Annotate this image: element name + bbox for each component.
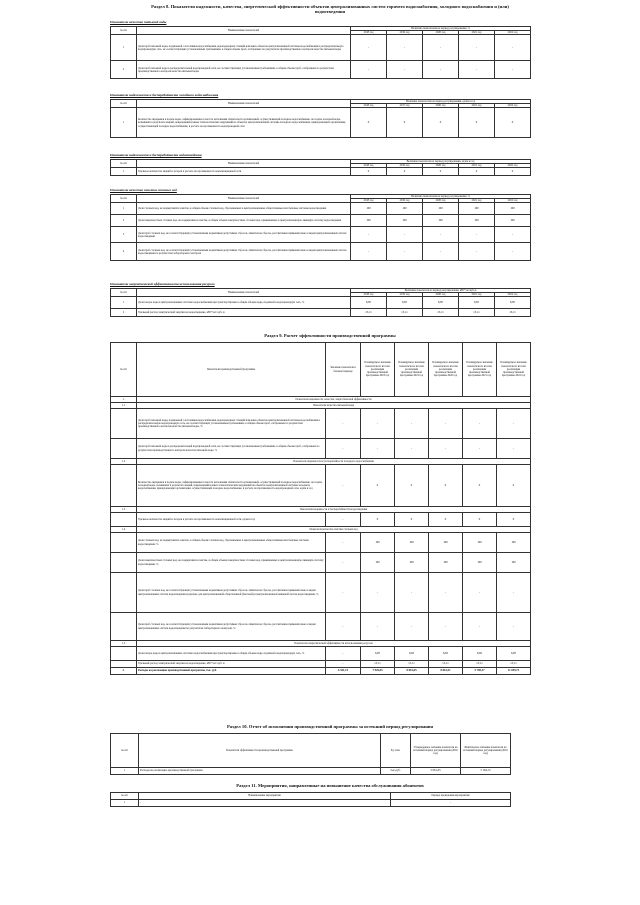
cell-value: - <box>459 35 495 61</box>
header-num: № п/п <box>111 343 137 397</box>
cell-value: 0 <box>387 168 423 176</box>
year-header: Планируемое значение показателя по итогам реализации производственной программы 2021 год <box>463 343 497 397</box>
cell-value: 0 <box>361 465 395 507</box>
year-header: 2018 год <box>351 104 387 108</box>
cell-value: 0 <box>423 108 459 138</box>
cell-value: - <box>423 61 459 79</box>
year-header: 2020 год <box>423 164 459 168</box>
cell-value: - <box>361 439 395 459</box>
cell-value: - <box>326 661 361 668</box>
row-num: 1 <box>111 108 137 138</box>
cell-value: 6,85 <box>459 297 495 309</box>
row-num: 1.3 <box>111 507 137 513</box>
row-text: Доля проб питьевой воды, подаваемой с источников водоснабжения, водопроводных станций или иных объектов централизованной системы водоснабжения в распределительную водопроводную сеть, не соответствующих установленным требованиям, в общем объеме проб, отобранных по результатам производственного контроля качества питьевой воды, % <box>137 409 326 439</box>
row-num <box>111 647 137 661</box>
cell-value: 100 <box>423 215 459 227</box>
cell-value: 13,11 <box>395 661 429 668</box>
cell-value: 100 <box>459 215 495 227</box>
cell-value: - <box>423 35 459 61</box>
year-header: Планируемое значение показателя по итогам реализации производственной программы 2022 год <box>497 343 531 397</box>
table-row <box>111 533 531 553</box>
cell-value: 0 <box>351 168 387 176</box>
table-row <box>111 108 531 138</box>
row-num <box>111 553 137 573</box>
row-text: Доля проб сточных вод, не соответствующих установленным нормативам допустимых сбросов, лимитам на сбросы, рассчитанная применительно к видам централизованных систем водоотведения по результатам лабораторного контроля, % <box>137 613 326 641</box>
cell-value: 100 <box>387 215 423 227</box>
year-header: 2019 год <box>387 31 423 35</box>
row-text: Доля проб питьевой воды, подаваемой с источников водоснабжения, водопроводных станций или иных объектов централизованной системы водоснабжения в распределительную водопроводную сеть, не соответствующих установленным требованиям, в общем объеме проб, отобранных по результатам производственного контроля качества питьевой воды <box>137 35 351 61</box>
header-values: Величина показателей на период регулирования, % <box>351 27 531 31</box>
cell-value: 6 341,15 <box>326 668 361 675</box>
cell-value: 13,11 <box>463 661 497 668</box>
cell-value: - <box>423 243 459 261</box>
s8-subtitle-water-quality: Показатели качества питьевой воды <box>110 20 167 24</box>
row-text: Доля поверхностных сточных вод, не подвергшихся очистке, в общем объеме поверхностных сточных вод, принимаемых в централизованную ливневую систему водоотведения, % <box>137 553 326 573</box>
header-base: Значение показателя в базовом периоде <box>326 343 361 397</box>
group-title: Показатели надежности, качества, энергетической эффективности <box>137 397 531 403</box>
cell-value: 13,11 <box>429 661 463 668</box>
cell-value: - <box>495 61 531 79</box>
cell-value: - <box>495 227 531 243</box>
row-text: Доля проб питьевой воды в распределительной водопроводной сети, не соответствующих установленным требованиям, в общем объеме проб, отобранных по результатам производственного контроля качества питьевой воды <box>137 61 351 79</box>
cell-value: - <box>361 613 395 641</box>
header-num: № п/п <box>111 160 137 168</box>
section-10-title: Раздел 10. Отчет об исполнении производственной программы за истекший период регулирования <box>226 724 434 729</box>
cell-value: 8 061,51 <box>429 668 463 675</box>
year-header: 2020 год <box>423 31 459 35</box>
cell-value: 100 <box>361 533 395 553</box>
header-name: Наименование показателей <box>137 27 351 35</box>
table-row <box>111 409 531 439</box>
year-header: Планируемое значение показателя по итогам реализации производственной программы 2020 год <box>429 343 463 397</box>
year-header: 2017 год <box>387 104 423 108</box>
cell-value: - <box>395 613 429 641</box>
cell-value: 6,85 <box>423 297 459 309</box>
year-header: 2018 год <box>351 199 387 203</box>
cell-value: - <box>429 439 463 459</box>
cell-value: - <box>497 573 531 613</box>
row-num: 4 <box>111 243 137 261</box>
group-title: Показатели энергетической эффективности использования ресурсов <box>137 641 531 647</box>
cell-value: - <box>326 573 361 613</box>
row-text: Доля потерь воды в централизованных системах водоснабжения при транспортировке в общем объеме воды, поданной в водопроводную сеть, % <box>137 297 351 309</box>
cell-value: - <box>463 439 497 459</box>
row-num <box>111 513 137 527</box>
header-num: № п/п <box>111 195 137 203</box>
cell-value: - <box>395 573 429 613</box>
row-text: Доля проб сточных вод, не соответствующих установленным нормативам допустимых сбросов, лимитам на сбросы, рассчитанная применительно к видам централизованных систем водоотведения раздельно для централизованной общесплавной (бытовой) и централизованной ливневой систем водоотведения, % <box>137 573 326 613</box>
cell-value: - <box>387 35 423 61</box>
cell-value: - <box>387 61 423 79</box>
cell-value: - <box>429 409 463 439</box>
cell-value: 0 <box>463 513 497 527</box>
row-num: 2 <box>111 61 137 79</box>
cell-value: - <box>326 513 361 527</box>
cell-value: 6,85 <box>495 297 531 309</box>
cell-value: 6,85 <box>395 647 429 661</box>
cell-value: - <box>361 409 395 439</box>
cell-value: 7 926,05 <box>361 668 395 675</box>
cell-value: - <box>459 227 495 243</box>
cell-value: 6,85 <box>463 647 497 661</box>
cell-value: 100 <box>423 203 459 215</box>
cell-value: - <box>351 243 387 261</box>
header-name: Наименование показателей <box>137 100 351 108</box>
cell-value: 0 <box>423 168 459 176</box>
cell-value: 13,11 <box>387 309 423 317</box>
table-row <box>111 573 531 613</box>
year-header: 2018 год <box>351 31 387 35</box>
header-name: Показатели эффективности производственной программы <box>139 734 381 768</box>
table-row <box>111 439 531 459</box>
row-num: 1.5 <box>111 641 137 647</box>
header-name: Наименование мероприятия <box>139 793 391 800</box>
row-num: 1.1 <box>111 403 137 409</box>
row-text: - <box>139 800 391 807</box>
header-unit: Ед. изм. <box>381 734 411 768</box>
row-text: Расходы на реализацию производственной программы, тыс. руб. <box>137 668 326 675</box>
row-num: 1 <box>111 768 139 775</box>
s8-subtitle-drainage-reliability: Показатели надежности и бесперебойности водоотведения <box>110 153 202 157</box>
cell-value: - <box>459 243 495 261</box>
s10-table-report <box>110 733 511 775</box>
row-num: 1 <box>111 203 137 215</box>
table-row <box>111 168 531 176</box>
year-header: 2018 год <box>351 164 387 168</box>
cell-plan: 5 061,65 <box>411 768 461 775</box>
cell-value: - <box>326 647 361 661</box>
year-header: 2019 год <box>387 293 423 297</box>
row-num: 1.4 <box>111 527 137 533</box>
group-title: Показатели качества очистки сточных вод <box>137 527 531 533</box>
row-num: 1 <box>111 35 137 61</box>
cell-value: 0 <box>387 108 423 138</box>
row-text: Доля сточных вод, не подвергшихся очистке, в общем объеме сточных вод, сбрасываемых в централизованные общесплавные или бытовые системы водоотведения, % <box>137 533 326 553</box>
row-text: Доля потерь воды в централизованных системах водоснабжения при транспортировке в общем объеме воды, поданной в водопроводную сеть, % <box>137 647 326 661</box>
cell-value: 0 <box>361 513 395 527</box>
header-name: Наименование показателей <box>137 289 351 297</box>
cell-value: - <box>326 465 361 507</box>
row-text: Доля сточных вод, не подвергшихся очистке, в общем объеме сточных вод, сбрасываемых в централизованные общесплавные или бытовые системы водоотведения <box>137 203 351 215</box>
row-num <box>111 465 137 507</box>
year-header: 2022 год <box>495 104 531 108</box>
cell-value: 13,11 <box>423 309 459 317</box>
cell-value: 0 <box>429 465 463 507</box>
s8-subtitle-water-reliability: Показатели надежности и бесперебойности холодного водоснабжения <box>110 93 219 97</box>
header-values: Величина показателей на период регулирования, ед/км в год <box>351 100 531 104</box>
table-row <box>111 227 531 243</box>
row-text: Расходы на реализацию производственной программы <box>139 768 381 775</box>
row-num <box>111 613 137 641</box>
cell-value: 6,85 <box>497 647 531 661</box>
row-num <box>111 409 137 439</box>
row-num: 1 <box>111 297 137 309</box>
cell-value: - <box>463 573 497 613</box>
section-8-title: Раздел 8. Показатели надежности, качества, энергетической эффективности объектов централизованных систем горячего водоснабжения, холодного водоснабжения и (или) водоотведения <box>151 4 509 15</box>
cell-value: - <box>326 613 361 641</box>
cell-value: - <box>326 533 361 553</box>
cell-value: - <box>495 243 531 261</box>
header-name: Наименование показателей <box>137 160 351 168</box>
table-row <box>111 61 531 79</box>
cell-value: 100 <box>459 203 495 215</box>
year-header: 2019 год <box>387 164 423 168</box>
cell-value: - <box>351 61 387 79</box>
cell-value: - <box>497 439 531 459</box>
s8-table-energy-efficiency <box>110 288 531 317</box>
header-period: Период проведения мероприятия <box>391 793 511 800</box>
cell-value: 0 <box>497 513 531 527</box>
cell-value: 100 <box>495 203 531 215</box>
cell-value: 100 <box>351 215 387 227</box>
table-row <box>111 800 511 807</box>
cell-value: 0 <box>429 513 463 527</box>
cell-value: - <box>326 439 361 459</box>
year-header: 2022 год <box>495 293 531 297</box>
cell-value: 100 <box>395 553 429 573</box>
row-text: Доля проб сточных вод, не соответствующих установленным нормативам допустимых сбросов, лимитам на сбросы, рассчитанная применительно к видам централизованных систем водоотведения по результатам лабораторного контроля <box>137 243 351 261</box>
row-text: Удельное количество аварий и засоров в расчете на протяженность канализационной сети <box>137 168 351 176</box>
row-text: Удельный расход электрической энергии на водоотведение, кВт*час/ куб. м <box>137 309 351 317</box>
cell-value: - <box>395 439 429 459</box>
cell-value: 100 <box>395 533 429 553</box>
cell-value: 6,85 <box>351 297 387 309</box>
cell-value: 100 <box>361 553 395 573</box>
header-values: Величина показателя на период регулирования, ед/км в год <box>351 160 531 164</box>
table-row <box>111 309 531 317</box>
cell-value: - <box>423 227 459 243</box>
year-header: 2022 год <box>495 199 531 203</box>
cell-value: - <box>429 573 463 613</box>
year-header: 2020 год <box>423 104 459 108</box>
header-num: № п/п <box>111 793 139 800</box>
cell-fact: 5 164,72 <box>461 768 511 775</box>
cell-value: 0 <box>459 168 495 176</box>
cell-value: 100 <box>463 533 497 553</box>
header-name: Показатели производственной программы <box>137 343 326 397</box>
year-header: 2019 год <box>387 199 423 203</box>
cell-value: 100 <box>497 533 531 553</box>
row-text: Удельное количество аварий и засоров в расчете на протяженность канализационной сети, ед/км в год <box>137 513 326 527</box>
cell-value: 13,11 <box>351 309 387 317</box>
cell-value: - <box>326 409 361 439</box>
cell-value: 0 <box>459 108 495 138</box>
s8-subtitle-energy-efficiency: Показатели энергетической эффективности использования ресурсов <box>110 282 215 286</box>
cell-value: 8 061,65 <box>395 668 429 675</box>
s8-table-water-quality <box>110 26 531 79</box>
year-header: Планируемое значение показателя по итогам реализации производственной программы 2019 год <box>395 343 429 397</box>
cell-value: - <box>497 409 531 439</box>
cell-value: - <box>351 35 387 61</box>
cell-value: 13,11 <box>459 309 495 317</box>
group-title: Показатели качества питьевой воды <box>137 403 531 409</box>
cell-value: - <box>463 613 497 641</box>
row-text: Доля проб сточных вод, не соответствующих установленным нормативам допустимых сбросов, лимитам на сбросы, рассчитанная применительно к видам централизованных систем водоотведения <box>137 227 351 243</box>
cell-value: 100 <box>463 553 497 573</box>
cell-value: - <box>387 243 423 261</box>
cell-value: 13,11 <box>497 661 531 668</box>
year-header: 2022 год <box>495 31 531 35</box>
table-row <box>111 768 511 775</box>
cell-value: - <box>497 613 531 641</box>
table-row <box>111 297 531 309</box>
total-row <box>111 668 531 675</box>
cell-value: 0 <box>497 465 531 507</box>
header-num: № п/п <box>111 27 137 35</box>
table-row <box>111 35 531 61</box>
cell-value: 0 <box>351 108 387 138</box>
cell-period: - <box>391 800 511 807</box>
row-num <box>111 573 137 613</box>
cell-value: 100 <box>429 533 463 553</box>
table-row <box>111 553 531 573</box>
row-num: 2 <box>111 309 137 317</box>
table-row <box>111 513 531 527</box>
table-row <box>111 215 531 227</box>
cell-value: 13,11 <box>361 661 395 668</box>
year-header: 2020 год <box>423 199 459 203</box>
cell-value: - <box>351 227 387 243</box>
table-row <box>111 661 531 668</box>
year-header: 2021 год <box>459 104 495 108</box>
cell-value: 0 <box>495 168 531 176</box>
s8-subtitle-wastewater-quality: Показатели качества очистки сточных вод <box>110 188 177 192</box>
row-num: 1.2 <box>111 459 137 465</box>
row-text: Доля проб питьевой воды в распределительной водопроводной сети, не соответствующих установленным требованиям, в общем объеме проб, отобранных по результатам производственного контроля качества питьевой воды, % <box>137 439 326 459</box>
table-row <box>111 465 531 507</box>
year-header: 2021 год <box>459 199 495 203</box>
s9-table-efficiency <box>110 342 531 675</box>
year-header: 2021 год <box>459 293 495 297</box>
cell-value: 100 <box>351 203 387 215</box>
cell-value: 0 <box>395 513 429 527</box>
row-text: Количество перерывов в подаче воды, зафиксированных в местах исполнения обязательств организацией, осуществляющей холодное водоснабжение, по подаче холодной воды, возникших в результате аварий, повреждений и иных технологических нарушений на объектах централизованной системы холодного водоснабжения, принадлежащих организации, осуществляющей холодное водоснабжение, в расчете на протяженность водопроводной сети <box>137 108 351 138</box>
cell-value: 100 <box>429 553 463 573</box>
table-row <box>111 203 531 215</box>
header-fact: Фактическое значение показателя на истекший период регулирования (2016 год) <box>461 734 511 768</box>
cell-value: 100 <box>387 203 423 215</box>
year-header: Планируемое значение показателя по итогам реализации производственной программы 2018 год <box>361 343 395 397</box>
header-num: № п/п <box>111 289 137 297</box>
cell-value: 6,85 <box>429 647 463 661</box>
section-9-title: Раздел 9. Расчет эффективности производственной программы <box>264 333 396 338</box>
cell-value: - <box>395 409 429 439</box>
row-num <box>111 661 137 668</box>
row-text: Удельный расход электрической энергии на водоотведение, кВт*час/ куб. м <box>137 661 326 668</box>
group-title: Показатели надежности и бесперебойности холодного водоснабжения <box>137 459 531 465</box>
row-num: 1. <box>111 397 137 403</box>
header-values: Величина показателей на период регулирования, % <box>351 195 531 199</box>
s8-table-drainage-reliability <box>110 159 531 176</box>
table-row <box>111 243 531 261</box>
cell-value: 11 059,72 <box>497 668 531 675</box>
cell-value: 13,11 <box>495 309 531 317</box>
cell-value: - <box>361 573 395 613</box>
cell-value: - <box>429 613 463 641</box>
row-text: Количество перерывов в подаче воды, зафиксированных в местах исполнения обязательств организацией, осуществляющей холодное водоснабжение, по подаче холодной воды, возникших в результате аварий, повреждений и иных технологических нарушений на объектах централизованной системы холодного водоснабжения, принадлежащих организации, осуществляющей холодное водоснабжение, в расчете на протяженность водопроводной сети, ед/км в год <box>137 465 326 507</box>
year-header: 2021 год <box>459 31 495 35</box>
s8-table-water-reliability <box>110 99 531 138</box>
cell-value: 100 <box>495 215 531 227</box>
row-num: 3 <box>111 227 137 243</box>
cell-value: 0 <box>495 108 531 138</box>
cell-unit: тыс.руб. <box>381 768 411 775</box>
row-num <box>111 439 137 459</box>
s8-table-wastewater-quality <box>110 194 531 261</box>
group-title: Показатели надежности и бесперебойности водоотведения <box>137 507 531 513</box>
year-header: 2020 год <box>423 293 459 297</box>
cell-value: - <box>463 409 497 439</box>
row-num: 2. <box>111 668 137 675</box>
cell-value: 6,85 <box>361 647 395 661</box>
cell-value: 5 798,37 <box>463 668 497 675</box>
cell-value: 6,85 <box>387 297 423 309</box>
row-num <box>111 533 137 553</box>
s11-table-measures <box>110 792 511 807</box>
cell-value: 0 <box>395 465 429 507</box>
table-row <box>111 647 531 661</box>
header-plan: Утвержденное значение показателя на истекший период регулирования (2016 год) <box>411 734 461 768</box>
row-num: 1 <box>111 168 137 176</box>
row-text: Доля поверхностных сточных вод, не подвергшихся очистке, в общем объеме поверхностных сточных вод, принимаемых в централизованную ливневую систему водоотведения <box>137 215 351 227</box>
row-num: 2 <box>111 215 137 227</box>
cell-value: - <box>459 61 495 79</box>
header-num: № п/п <box>111 100 137 108</box>
cell-value: - <box>326 553 361 573</box>
cell-value: - <box>495 35 531 61</box>
cell-value: - <box>387 227 423 243</box>
table-row <box>111 613 531 641</box>
header-values: Величина показателя на период регулирования, кВт*час/куб.м <box>351 289 531 293</box>
year-header: 2018 год <box>351 293 387 297</box>
cell-value: 0 <box>463 465 497 507</box>
cell-value: 100 <box>497 553 531 573</box>
header-name: Наименование показателей <box>137 195 351 203</box>
row-num: 1 <box>111 800 139 807</box>
year-header: 2021 год <box>459 164 495 168</box>
header-num: № п/п <box>111 734 139 768</box>
section-11-title: Раздел 11. Мероприятия, направленные на повышение качества обслуживания абонентов <box>236 783 424 788</box>
year-header: 2022 год <box>495 164 531 168</box>
